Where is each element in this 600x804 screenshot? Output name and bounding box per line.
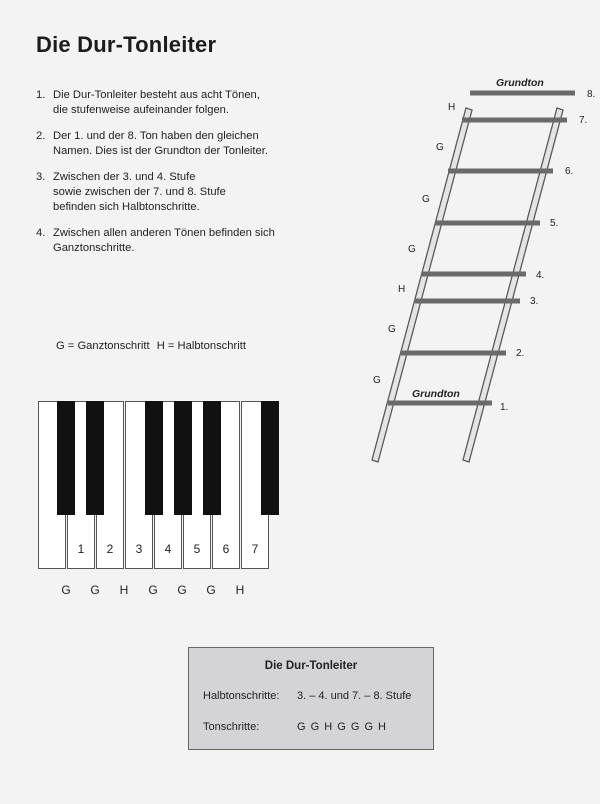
black-key <box>57 401 75 515</box>
list-text: Zwischen allen anderen Tönen befinden sich Ganztonschritte. <box>53 227 275 254</box>
list-text: Der 1. und der 8. Ton haben den gleichen Namen. Dies ist der Grundton der Tonleiter. <box>53 130 268 157</box>
black-key <box>174 401 192 515</box>
step-label: H <box>235 583 245 597</box>
interval-label: G <box>422 194 430 205</box>
key-number: 5 <box>193 542 201 556</box>
interval-label: H <box>398 284 406 295</box>
rung-label: 3. <box>530 296 539 307</box>
summary-title: Die Dur-Tonleiter <box>264 660 358 672</box>
interval-label: H <box>448 102 456 113</box>
interval-label: G <box>388 324 396 335</box>
interval-label: G <box>373 375 381 386</box>
summary-halbton-value: 3. – 4. und 7. – 8. Stufe <box>297 690 412 702</box>
step-label: G <box>177 583 187 597</box>
key-number: 2 <box>106 542 114 556</box>
summary-halbton-label: Halbtonschritte: <box>203 690 280 702</box>
list-number: 2. <box>36 130 46 142</box>
key-number: 1 <box>77 542 85 556</box>
rung-label: 7. <box>579 115 588 126</box>
step-label: H <box>119 583 129 597</box>
list-item <box>36 170 336 215</box>
list-item <box>36 226 336 256</box>
list-number: 3. <box>36 171 46 183</box>
rung-label: 8. <box>587 89 596 100</box>
summary-tonschritte-value: G G H G G G H <box>297 721 388 733</box>
list-text: Zwischen der 3. und 4. Stufe sowie zwischen der 7. und 8. Stufe befinden sich Halbtonschritte. <box>53 171 226 213</box>
scale-ladder <box>350 60 600 475</box>
summary-tonschritte-label: Tonschritte: <box>203 721 260 733</box>
key-number: 6 <box>222 542 230 556</box>
step-label: G <box>90 583 100 597</box>
explanation-list <box>36 88 336 267</box>
ladder-rail-right <box>463 108 563 462</box>
key-number: 4 <box>164 542 172 556</box>
black-key <box>86 401 104 515</box>
legend-ganzton: G = Ganztonschritt <box>56 340 150 352</box>
legend <box>56 340 250 352</box>
list-text: Die Dur-Tonleiter besteht aus acht Tönen, die stufenweise aufeinander folgen. <box>53 89 260 116</box>
summary-box <box>188 647 434 750</box>
black-key <box>261 401 279 515</box>
rung-label: 4. <box>536 270 545 281</box>
interval-label: G <box>436 142 444 153</box>
rung-label: 5. <box>550 218 559 229</box>
rung-label: 2. <box>516 348 525 359</box>
piano-keyboard <box>38 401 271 572</box>
page-title: Die Dur-Tonleiter <box>36 32 217 57</box>
legend-halbton: H = Halbtonschritt <box>156 340 246 352</box>
interval-label: G <box>408 244 416 255</box>
ladder-drawing <box>350 60 600 470</box>
rung-label: 6. <box>565 166 574 177</box>
list-number: 1. <box>36 89 46 101</box>
bottom-grundton-label: Grundton <box>412 388 460 400</box>
step-label: G <box>148 583 158 597</box>
list-item <box>36 88 336 118</box>
list-item <box>36 129 336 159</box>
rung-label: 1. <box>500 402 509 413</box>
ladder-rail-left <box>372 108 472 462</box>
top-grundton-label: Grundton <box>496 77 544 89</box>
black-key <box>203 401 221 515</box>
step-label: G <box>206 583 216 597</box>
key-number: 3 <box>135 542 143 556</box>
black-key <box>145 401 163 515</box>
list-number: 4. <box>36 227 46 239</box>
step-label: G <box>61 583 71 597</box>
key-number: 7 <box>251 542 259 556</box>
